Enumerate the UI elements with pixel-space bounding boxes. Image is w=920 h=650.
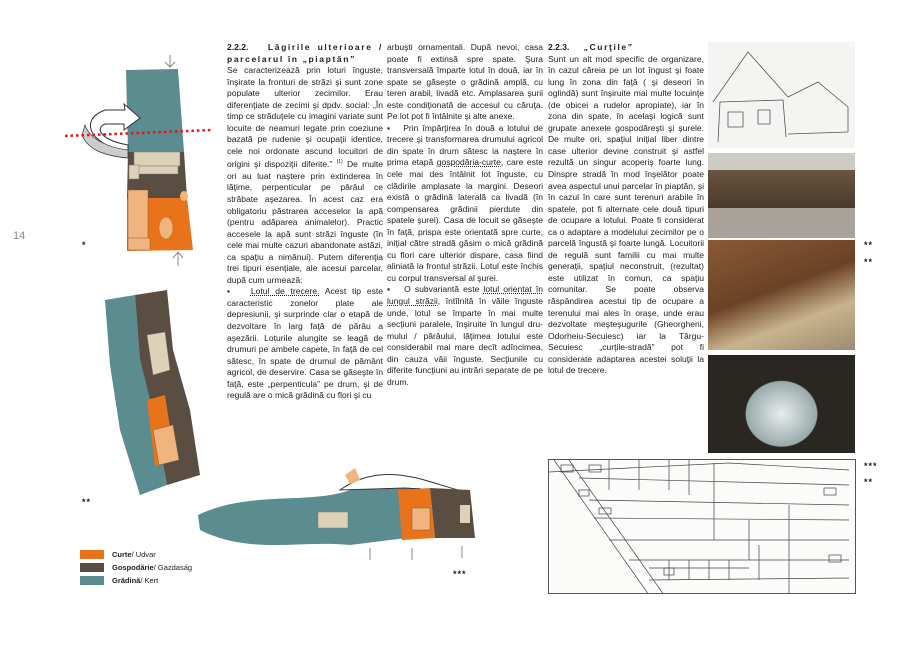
legend-item-curte: Curte / Udvar	[80, 548, 192, 561]
section-heading-2-2-3: 2.2.3. „Curţile”	[548, 42, 634, 52]
marker-photo-3: **	[864, 257, 874, 267]
legend-item-gradina: Grădină / Kert	[80, 574, 192, 587]
marker-map-1: ***	[864, 461, 878, 471]
lot-diagram-lotul-orientat	[190, 460, 530, 570]
photo-courtyard-arch	[708, 355, 855, 453]
page-number: 14	[13, 230, 26, 242]
photo-street-2	[708, 240, 855, 350]
photo-street-1	[708, 153, 855, 238]
marker-photo-2: **	[864, 240, 874, 250]
cadastral-map	[548, 459, 856, 594]
marker-three-star: ***	[453, 569, 467, 579]
text-column-3: 2.2.3. „Curţile” Sunt un alt mod specific de organizare, în cazul căreia pe un lot îngust şi foate lung în zona din faţă ( şi deseori în oglindă) sunt înşiruite mai multe locuinţe (de obicei a rudelor apropiate), iar în zona din spate, în acelaşi logică sunt grupate anexele gospodăreşti şi şurele. De multe ori, spaţiul iniţial liber dintre case ulterior devine construit şi astfel rezultă un singur acoperiş foarte lung. Dinspre stradă în mod înşelător poate avea aspectul unui parcelar în piaptăn, şi în cazul în care sunt terenuri arabile în spatele, pot fi alternate cele două tipuri de ocupare a lotului. Poate fi considerat ca o adaptare a modelului zecimilor pe o parcelă îngustă şi foarte lungă. Locuitorii de regulă sunt familii cu mai multe generaţii, spaţiul neconstruit, (rezultat) este utilizat în comun, ca spaţiu comunitar. Se poate observa răspândirea acestui tip de ocupare a terenului mai ales în oraşe, unde erau dezvoltate meşteşugurile (Gheorgheni, Odorheiu-Secuiesc) iar la Târgu-Secuiesc „curţile-stradă” pot fi considerate adaptarea acestei soluţii la lotul de trecere.	[548, 42, 704, 376]
text-column-2: arbuşti ornamentali. După nevoi, casa poate fi extinsă spre spate. Şura transversală împarte lotul în două, iar în spate se găseşte o grădină amplă, cu teren arabil, livadă etc. Amplasarea şurii este condiţionată de accesul cu căruţa. Pe lot pot fi întâlnite şi alte anexe. ▪ Prin împărţirea în două a lotului de trecere şi transformarea drumului agricol din spate în drum sătesc ia naştere în prima etapă gospodăria-curte, care este cele mai des întâlnit lot înguste, cu clădirile amplasate la margini. Deseori există o grădină laterală ca livadă (în compensarea grădinii pierdute din spatele şurei). Casa de locuit se găseşte în faţă, prispa este orientată spre curte, iniţial către stradă găsim o mică grădină cu flori care ulterior dispare, casa fiind aliniată la frontul străzii. Lotul este închis cu corpul transversal al şurei. ▪ O subvariantă este lotul orientat în lungul străzii, întîlnită în văile înguste unde, lotul se împarte în mai multe secţiuni paralele, înşiruite în lungul dru-mului / pârâului, lăţimea lotului este considerabil mai mare decît adîncimea, din cauza văii înguste. Secţiunile cu diferite funcţiuni au intrări separate de pe drum.	[387, 42, 544, 387]
sketch-image-houses	[708, 42, 855, 148]
marker-one-star: *	[82, 240, 87, 250]
marker-map-2: **	[864, 477, 874, 487]
marker-two-star: **	[82, 497, 92, 507]
section-heading-2-2-2: 2.2.2. Lăgirile ulterioare / parcelarul în „piaptăn”	[227, 42, 384, 64]
legend	[80, 548, 192, 587]
legend-item-gospodarie: Gospodărie / Gazdaság	[80, 561, 192, 574]
text-column-1: 2.2.2. Lăgirile ulterioare / parcelarul în „piaptăn” Se caracterizează prin loturi înguste, înşirate la fronturi de străzi şi sunt zone populate ulterior zecimilor. Erau diferenţiate de zecimi şi dpdv. social: „În timp ce străduţele cu imagini variate sunt locuite de neamuri legate prin coeziune bazată pe rudenie şi ocupaţii identice, cele noi ordonate ascund locuitori de origini şi dispoziţii diferite.” $^{(1)}$ De multe ori au luat naştere prin extinderea în lăţime, perpenticular pe pârâul ce străbate aşezarea. În acest caz era obligatoriu păstrarea acceselor la apă (pentru adăparea animalelor). Practic accesele la apă sunt străzi înguste (în cele mai multe cazuri abandonate astăzi, ca spaţiu a nimănui). Putem diferenţia trei tipuri esenţiale, ale acesui parcelar, după cum urmează: ▪ Lotul de trecere. Acest tip este caracteristic zonelor plate ale depresiunii, şi surprinde clar o etapă de dezvoltare în larg faţă de pârâu a aşezării. Loturile alungite se leagă de drumuri pe ambele capete, în faţă de cel sătesc, în spate de drumul de pământ agricol, de deservire. Casa se găseşte în faţă, este „perpenticula” pe drum, şi de regulă are o mică grădină cu flori şi cu	[227, 42, 384, 401]
lot-diagram-trecere	[60, 40, 220, 270]
